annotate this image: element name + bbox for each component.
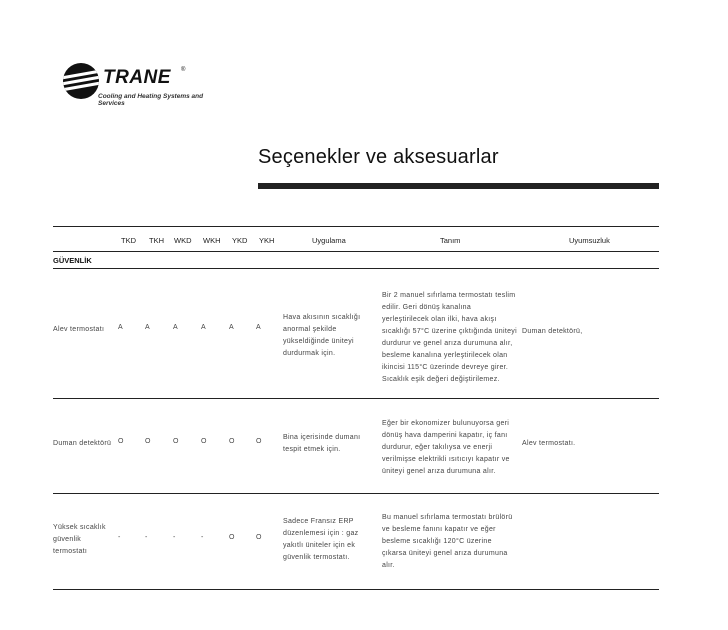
row-mark: - xyxy=(145,534,148,541)
row-mark: O xyxy=(201,438,207,445)
header-rule xyxy=(53,251,659,252)
header-uyumsuzluk: Uyumsuzluk xyxy=(569,236,610,245)
logo-wordmark: TRANE xyxy=(103,67,171,88)
row-uyumsuzluk: Duman detektörü, xyxy=(522,328,583,335)
row-mark: O xyxy=(256,534,262,541)
row-name: Duman detektörü xyxy=(53,440,112,447)
row-mark: O xyxy=(229,534,235,541)
header-uygulama: Uygulama xyxy=(312,236,346,245)
row-uygulama: Bina içerisinde dumanı tespit etmek için. xyxy=(283,434,361,453)
title-rule xyxy=(258,183,659,189)
header-wkd: WKD xyxy=(174,236,192,245)
trane-globe-icon xyxy=(63,63,99,99)
row-divider xyxy=(53,589,659,590)
row-tanim: Bir 2 manuel sıfırlama termostatı teslim edilir. Geri dönüş kanalına yerleştirilecek olan ilki, hava akışı sıcaklığı 57°C üzerine çıktığında üniteyi durdurur ve genel arıza durumuna alır, besleme kanalına yerleştirilecek olan ikincisi 115°C üzerinde devreye girer. Sıcaklık eşik değeri değiştirilemez. xyxy=(382,292,517,383)
row-mark: A xyxy=(145,324,150,331)
header-tkh: TKH xyxy=(149,236,164,245)
row-mark: - xyxy=(173,534,176,541)
row-mark: - xyxy=(118,534,121,541)
logo-tagline: Cooling and Heating Systems and Services xyxy=(98,93,204,107)
row-uygulama: Sadece Fransız ERP düzenlemesi için : gaz yakıtlı üniteler için ek güvenlik termostatı. xyxy=(283,518,359,561)
header-tanim: Tanım xyxy=(440,236,461,245)
header-wkh: WKH xyxy=(203,236,221,245)
page-title: Seçenekler ve aksesuarlar xyxy=(258,146,499,168)
logo-registered-mark: ® xyxy=(181,67,186,73)
row-mark: A xyxy=(201,324,206,331)
section-rule xyxy=(53,268,659,269)
row-name: Alev termostatı xyxy=(53,326,105,333)
header-ykd: YKD xyxy=(232,236,248,245)
row-name: Yüksek sıcaklık güvenlik termostatı xyxy=(53,524,106,555)
row-tanim: Eğer bir ekonomizer bulunuyorsa geri dönüş hava damperini kapatır, iç fanı durdurur, eğer takılıysa ve enerji verilmişse elektrikli ısıtıcıyı kapatır ve üniteyi genel arıza durumuna alır. xyxy=(382,420,510,475)
table-top-rule xyxy=(53,226,659,227)
row-uyumsuzluk: Alev termostatı. xyxy=(522,440,576,447)
row-mark: O xyxy=(118,438,124,445)
row-divider xyxy=(53,398,659,399)
row-mark: A xyxy=(229,324,234,331)
section-label: GÜVENLİK xyxy=(53,256,92,265)
row-mark: O xyxy=(256,438,262,445)
row-mark: A xyxy=(118,324,123,331)
row-mark: O xyxy=(173,438,179,445)
row-mark: A xyxy=(256,324,261,331)
header-ykh: YKH xyxy=(259,236,275,245)
row-mark: A xyxy=(173,324,178,331)
row-mark: O xyxy=(229,438,235,445)
header-tkd: TKD xyxy=(121,236,136,245)
row-mark: O xyxy=(145,438,151,445)
row-mark: - xyxy=(201,534,204,541)
row-tanim: Bu manuel sıfırlama termostatı brülörü ve besleme fanını kapatır ve eğer besleme sıcaklığı 120°C üzerine çıkarsa üniteyi genel arıza durumuna alır. xyxy=(382,514,513,569)
row-uygulama: Hava akısının sıcaklığı anormal şekilde yükseldiğinde üniteyi durdurmak için. xyxy=(283,314,361,357)
row-divider xyxy=(53,493,659,494)
